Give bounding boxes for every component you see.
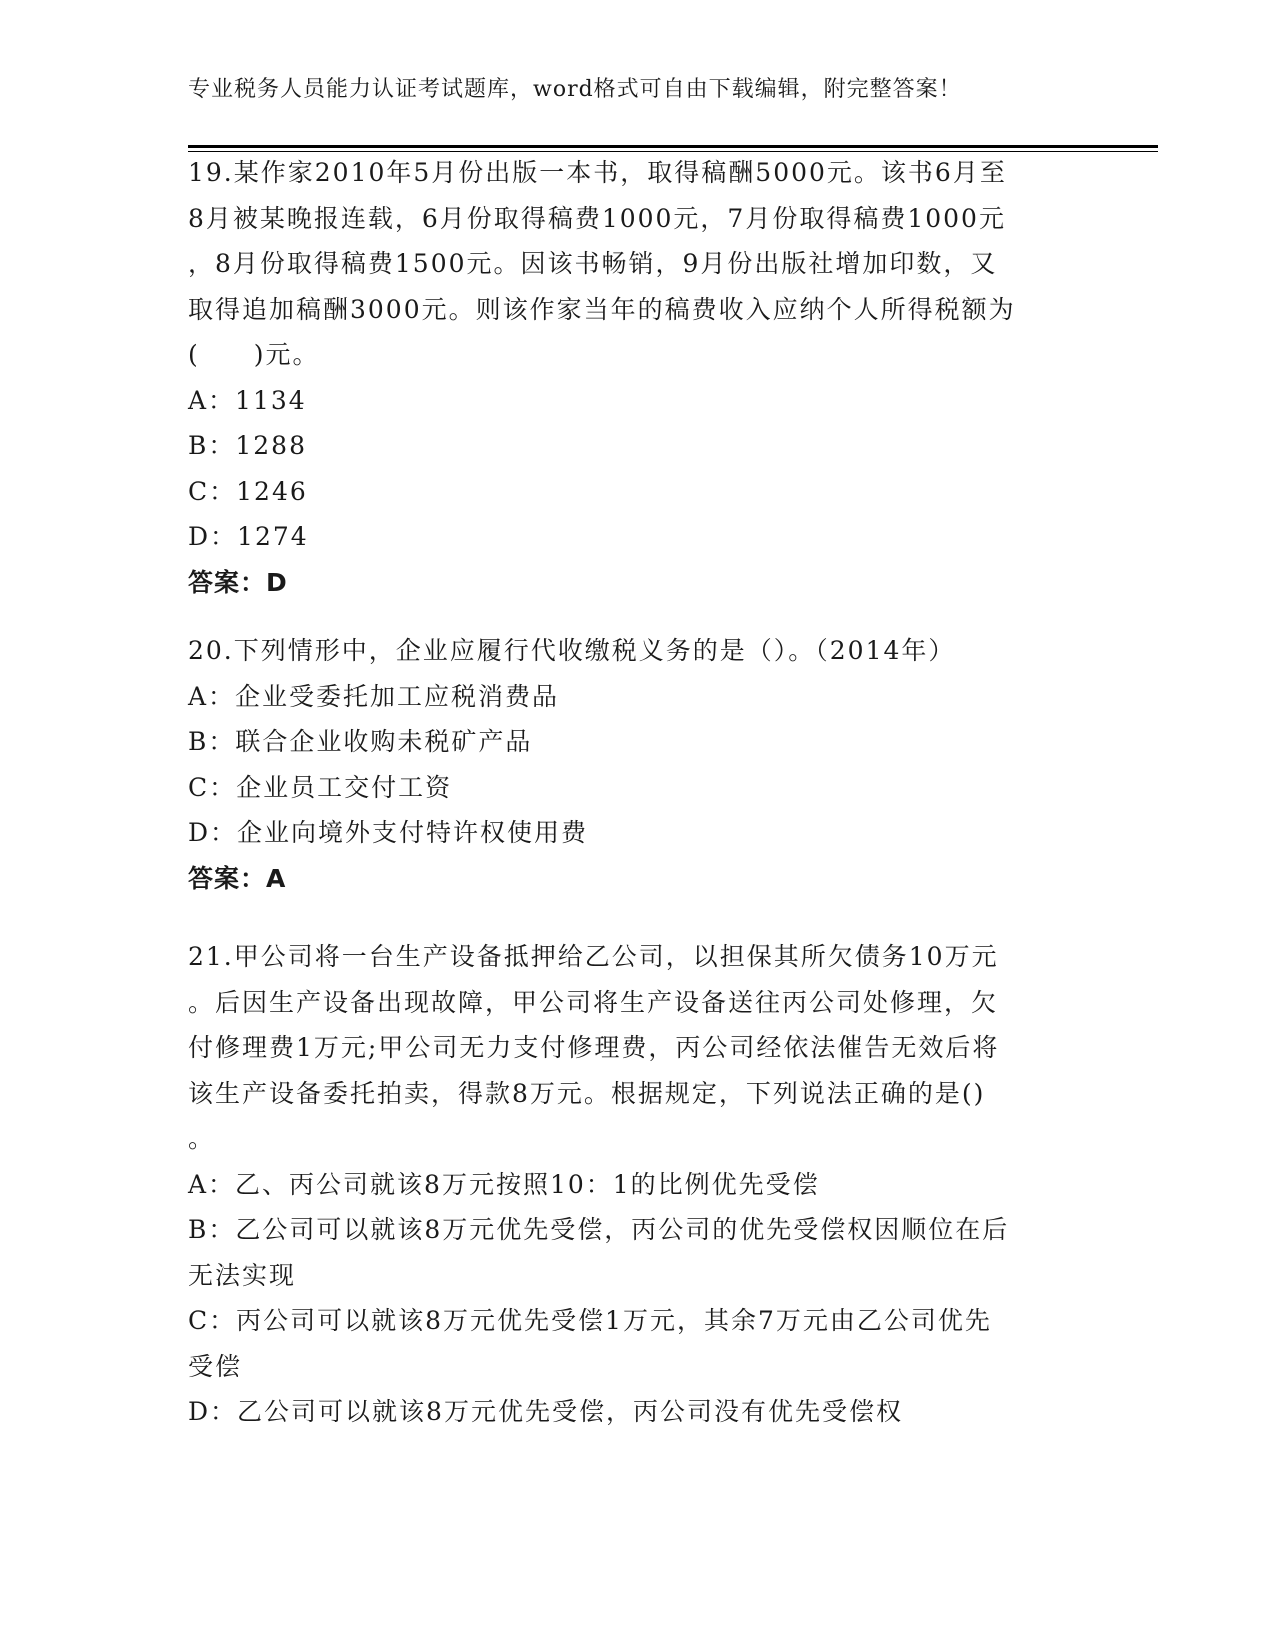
option-a: A：乙、丙公司就该8万元按照10：1的比例优先受偿 — [188, 1169, 820, 1199]
question-21 — [188, 934, 1068, 1435]
question-stem-line: 8月被某晚报连载，6月份取得稿费1000元，7月份取得稿费1000元 — [188, 203, 1006, 233]
question-stem-line: 。后因生产设备出现故障，甲公司将生产设备送往丙公司处修理，欠 — [188, 987, 999, 1017]
option-c: C：企业员工交付工资 — [188, 772, 453, 802]
question-stem-line: 21.甲公司将一台生产设备抵押给乙公司，以担保其所欠债务10万元 — [188, 942, 999, 971]
option-d: D：乙公司可以就该8万元优先受偿，丙公司没有优先受偿权 — [188, 1397, 903, 1426]
question-stem-line: 该生产设备委托拍卖，得款8万元。根据规定，下列说法正确的是() — [188, 1078, 986, 1108]
question-19 — [188, 150, 1068, 605]
question-stem-line: 20.下列情形中，企业应履行代收缴税义务的是（）。（2014年） — [188, 636, 956, 665]
header-rule-thick — [188, 145, 1158, 148]
option-b: B：1288 — [188, 431, 307, 460]
question-stem-line: 取得追加稿酬3000元。则该作家当年的稿费收入应纳个人所得税额为 — [188, 294, 1016, 324]
question-stem-line: ，8月份取得稿费1500元。因该书畅销，9月份出版社增加印数，又 — [188, 249, 998, 278]
option-c-continued: 受偿 — [188, 1351, 243, 1381]
option-d: D：1274 — [188, 522, 309, 551]
question-stem-line: 付修理费1万元;甲公司无力支付修理费，丙公司经依法催告无效后将 — [188, 1033, 1000, 1062]
question-20 — [188, 628, 1068, 901]
answer-label: 答案：D — [188, 567, 288, 597]
option-b: B：乙公司可以就该8万元优先受偿，丙公司的优先受偿权因顺位在后 — [188, 1215, 1010, 1244]
page-header: 专业税务人员能力认证考试题库，word格式可自由下载编辑，附完整答案！ — [188, 77, 962, 102]
question-stem-line: ( )元。 — [188, 340, 320, 369]
question-stem-line: 19.某作家2010年5月份出版一本书，取得稿酬5000元。该书6月至 — [188, 158, 1007, 187]
option-c: C：1246 — [188, 476, 308, 506]
option-a: A：1134 — [188, 385, 307, 415]
question-stem-line: 。 — [188, 1124, 216, 1153]
answer-label: 答案：A — [188, 863, 287, 893]
option-d: D：企业向境外支付特许权使用费 — [188, 818, 589, 847]
option-b-continued: 无法实现 — [188, 1260, 297, 1290]
option-a: A：企业受委托加工应税消费品 — [188, 681, 560, 711]
option-c: C：丙公司可以就该8万元优先受偿1万元，其余7万元由乙公司优先 — [188, 1306, 992, 1335]
option-b: B：联合企业收购未税矿产品 — [188, 727, 533, 756]
